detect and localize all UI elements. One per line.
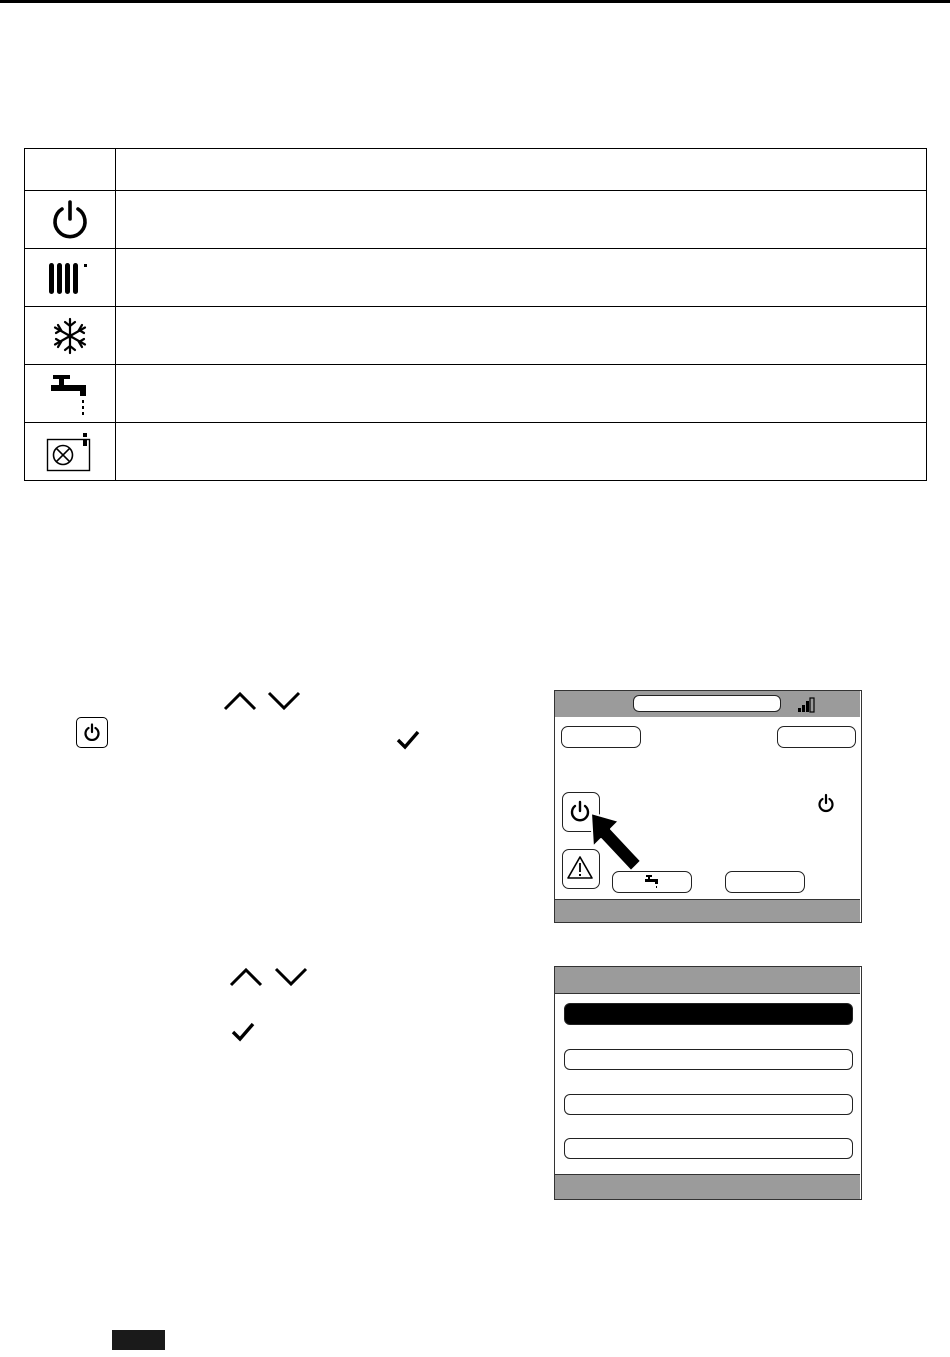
power-icon (50, 199, 90, 241)
chevron-up-icon (222, 690, 258, 712)
pump-circulator-icon (45, 431, 95, 473)
checkmark-icon (231, 1021, 255, 1043)
legend-header-description-cell (116, 149, 927, 191)
screen-bottom-bar (555, 1174, 860, 1199)
page-number-tab (112, 1330, 165, 1350)
top-rule (0, 0, 950, 3)
legend-row-cooling (25, 307, 927, 365)
tap-hot-water-icon (47, 370, 93, 418)
screen-top-bar (555, 967, 860, 994)
legend-row-pump (25, 423, 927, 481)
chevron-down-icon (273, 966, 309, 988)
power-icon (83, 723, 101, 741)
mode-button[interactable] (725, 871, 805, 893)
legend-header-row (25, 149, 927, 191)
screen-title-field (633, 695, 781, 712)
power-key-icon (76, 717, 108, 748)
mode-option[interactable] (564, 1049, 853, 1070)
legend-icon-cell (25, 365, 116, 423)
tap-hot-water-icon (644, 874, 660, 890)
right-status-button[interactable] (777, 726, 856, 748)
power-status-icon (817, 793, 835, 813)
mode-option-selected[interactable] (564, 1003, 853, 1025)
signal-bars-icon (797, 697, 817, 713)
warning-icon (563, 850, 597, 886)
snowflake-cooling-icon (50, 316, 90, 356)
warning-button[interactable] (562, 849, 600, 889)
legend-header-icon-cell (25, 149, 116, 191)
legend-description (116, 307, 927, 365)
legend-row-heating (25, 249, 927, 307)
chevron-down-icon (266, 690, 302, 712)
radiator-heating-icon (45, 258, 95, 298)
legend-icon-cell (25, 191, 116, 249)
chevron-up-icon (228, 966, 264, 988)
mode-option[interactable] (564, 1094, 853, 1115)
mode-option[interactable] (564, 1138, 853, 1159)
mode-selection-screen (554, 966, 862, 1200)
legend-description (116, 423, 927, 481)
checkmark-icon (396, 729, 420, 751)
legend-row-off (25, 191, 927, 249)
legend-description (116, 191, 927, 249)
mode-legend-table (24, 148, 927, 481)
legend-description (116, 249, 927, 307)
legend-icon-cell (25, 249, 116, 307)
legend-description (116, 365, 927, 423)
legend-icon-cell (25, 307, 116, 365)
left-status-button[interactable] (561, 726, 641, 748)
legend-row-hot-water (25, 365, 927, 423)
legend-icon-cell (25, 423, 116, 481)
hot-water-button[interactable] (612, 871, 692, 893)
controller-main-screen (554, 690, 862, 923)
screen-bottom-bar (555, 899, 860, 922)
